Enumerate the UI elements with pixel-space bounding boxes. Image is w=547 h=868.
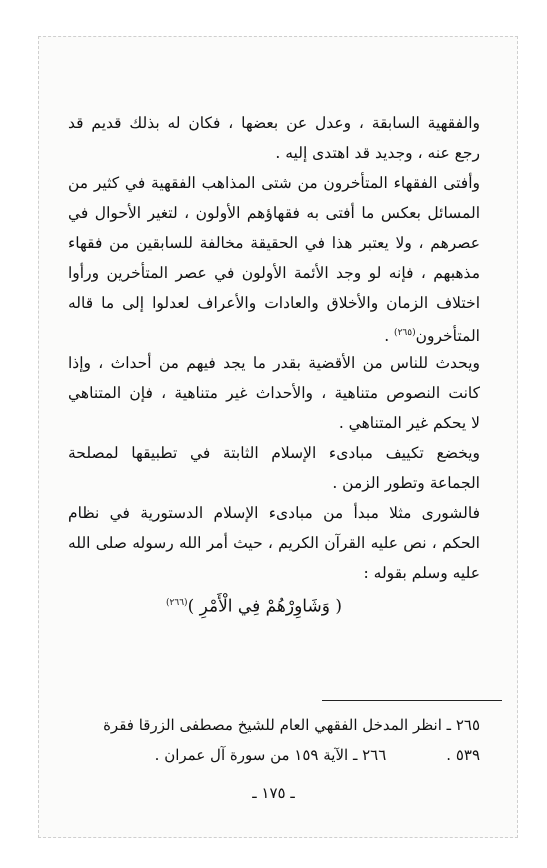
text-line: ويخضع تكييف مبادىء الإسلام الثابتة في تطبيقها لمصلحة (68, 444, 480, 462)
text-line: اختلاف الزمان والأخلاق والعادات والأعراف لعدلوا إلى ما قاله (68, 294, 480, 312)
footnote-text: ٢٦٦ ـ الآية ١٥٩ من سورة آل عمران . (154, 746, 387, 764)
text-line: والفقهية السابقة ، وعدل عن بعضها ، فكان له بذلك قديم قد (68, 114, 480, 132)
text-line: مذهبهم ، فإنه لو وجد الأئمة الأولون في عصر المتأخرين ورأوا (68, 264, 480, 282)
text-fragment: . (384, 327, 395, 346)
text-line: عليه وسلم بقوله : (363, 564, 480, 582)
footnote-divider (322, 700, 502, 701)
text-line: وأفتى الفقهاء المتأخرون من شتى المذاهب الفقهية في كثير من (68, 174, 480, 192)
verse-text: ( وَشَاوِرْهُمْ فِي الْأَمْرِ ) (187, 596, 342, 617)
text-line: عصرهم ، ولا يعتبر هذا في الحقيقة مخالفة للسابقين من فقهاء (68, 234, 480, 252)
text-line: الحكم ، نص عليه القرآن الكريم ، حيث أمر الله رسوله صلى الله (68, 534, 480, 552)
text-fragment: المتأخرون (415, 327, 480, 346)
body-text (68, 108, 480, 618)
text-line (68, 318, 480, 348)
text-line: كانت النصوص متناهية ، والأحداث غير متناهية ، فإن المتناهي (68, 384, 480, 402)
footnote-ref: (٢٦٥) (394, 328, 416, 338)
text-line: رجع عنه ، وجديد قد اهتدى إليه . (275, 144, 480, 162)
text-line: ويحدث للناس من الأقضية بقدر ما يجد فيهم من أحداث ، وإذا (68, 354, 480, 372)
page-number: ـ ١٧٥ ـ (252, 784, 295, 802)
text-line: الجماعة وتطور الزمن . (332, 474, 480, 492)
footnote-text: ٥٣٩ . (446, 746, 480, 764)
footnotes (68, 710, 480, 770)
footnote-line: ٢٦٥ ـ انظر المدخل الفقهي العام للشيخ مصطفى الزرقا فقرة (103, 716, 480, 734)
text-line: فالشورى مثلا مبدأ من مبادىء الإسلام الدستورية في نظام (68, 504, 480, 522)
quran-verse (68, 588, 480, 618)
text-line: المسائل بعكس ما أفتى به فقهاؤهم الأولون ، لتغير الأحوال في (68, 204, 480, 222)
text-line: لا يحكم غير المتناهي . (338, 414, 480, 432)
footnote-ref: (٢٦٦) (166, 598, 188, 608)
footnote-line (68, 740, 480, 770)
